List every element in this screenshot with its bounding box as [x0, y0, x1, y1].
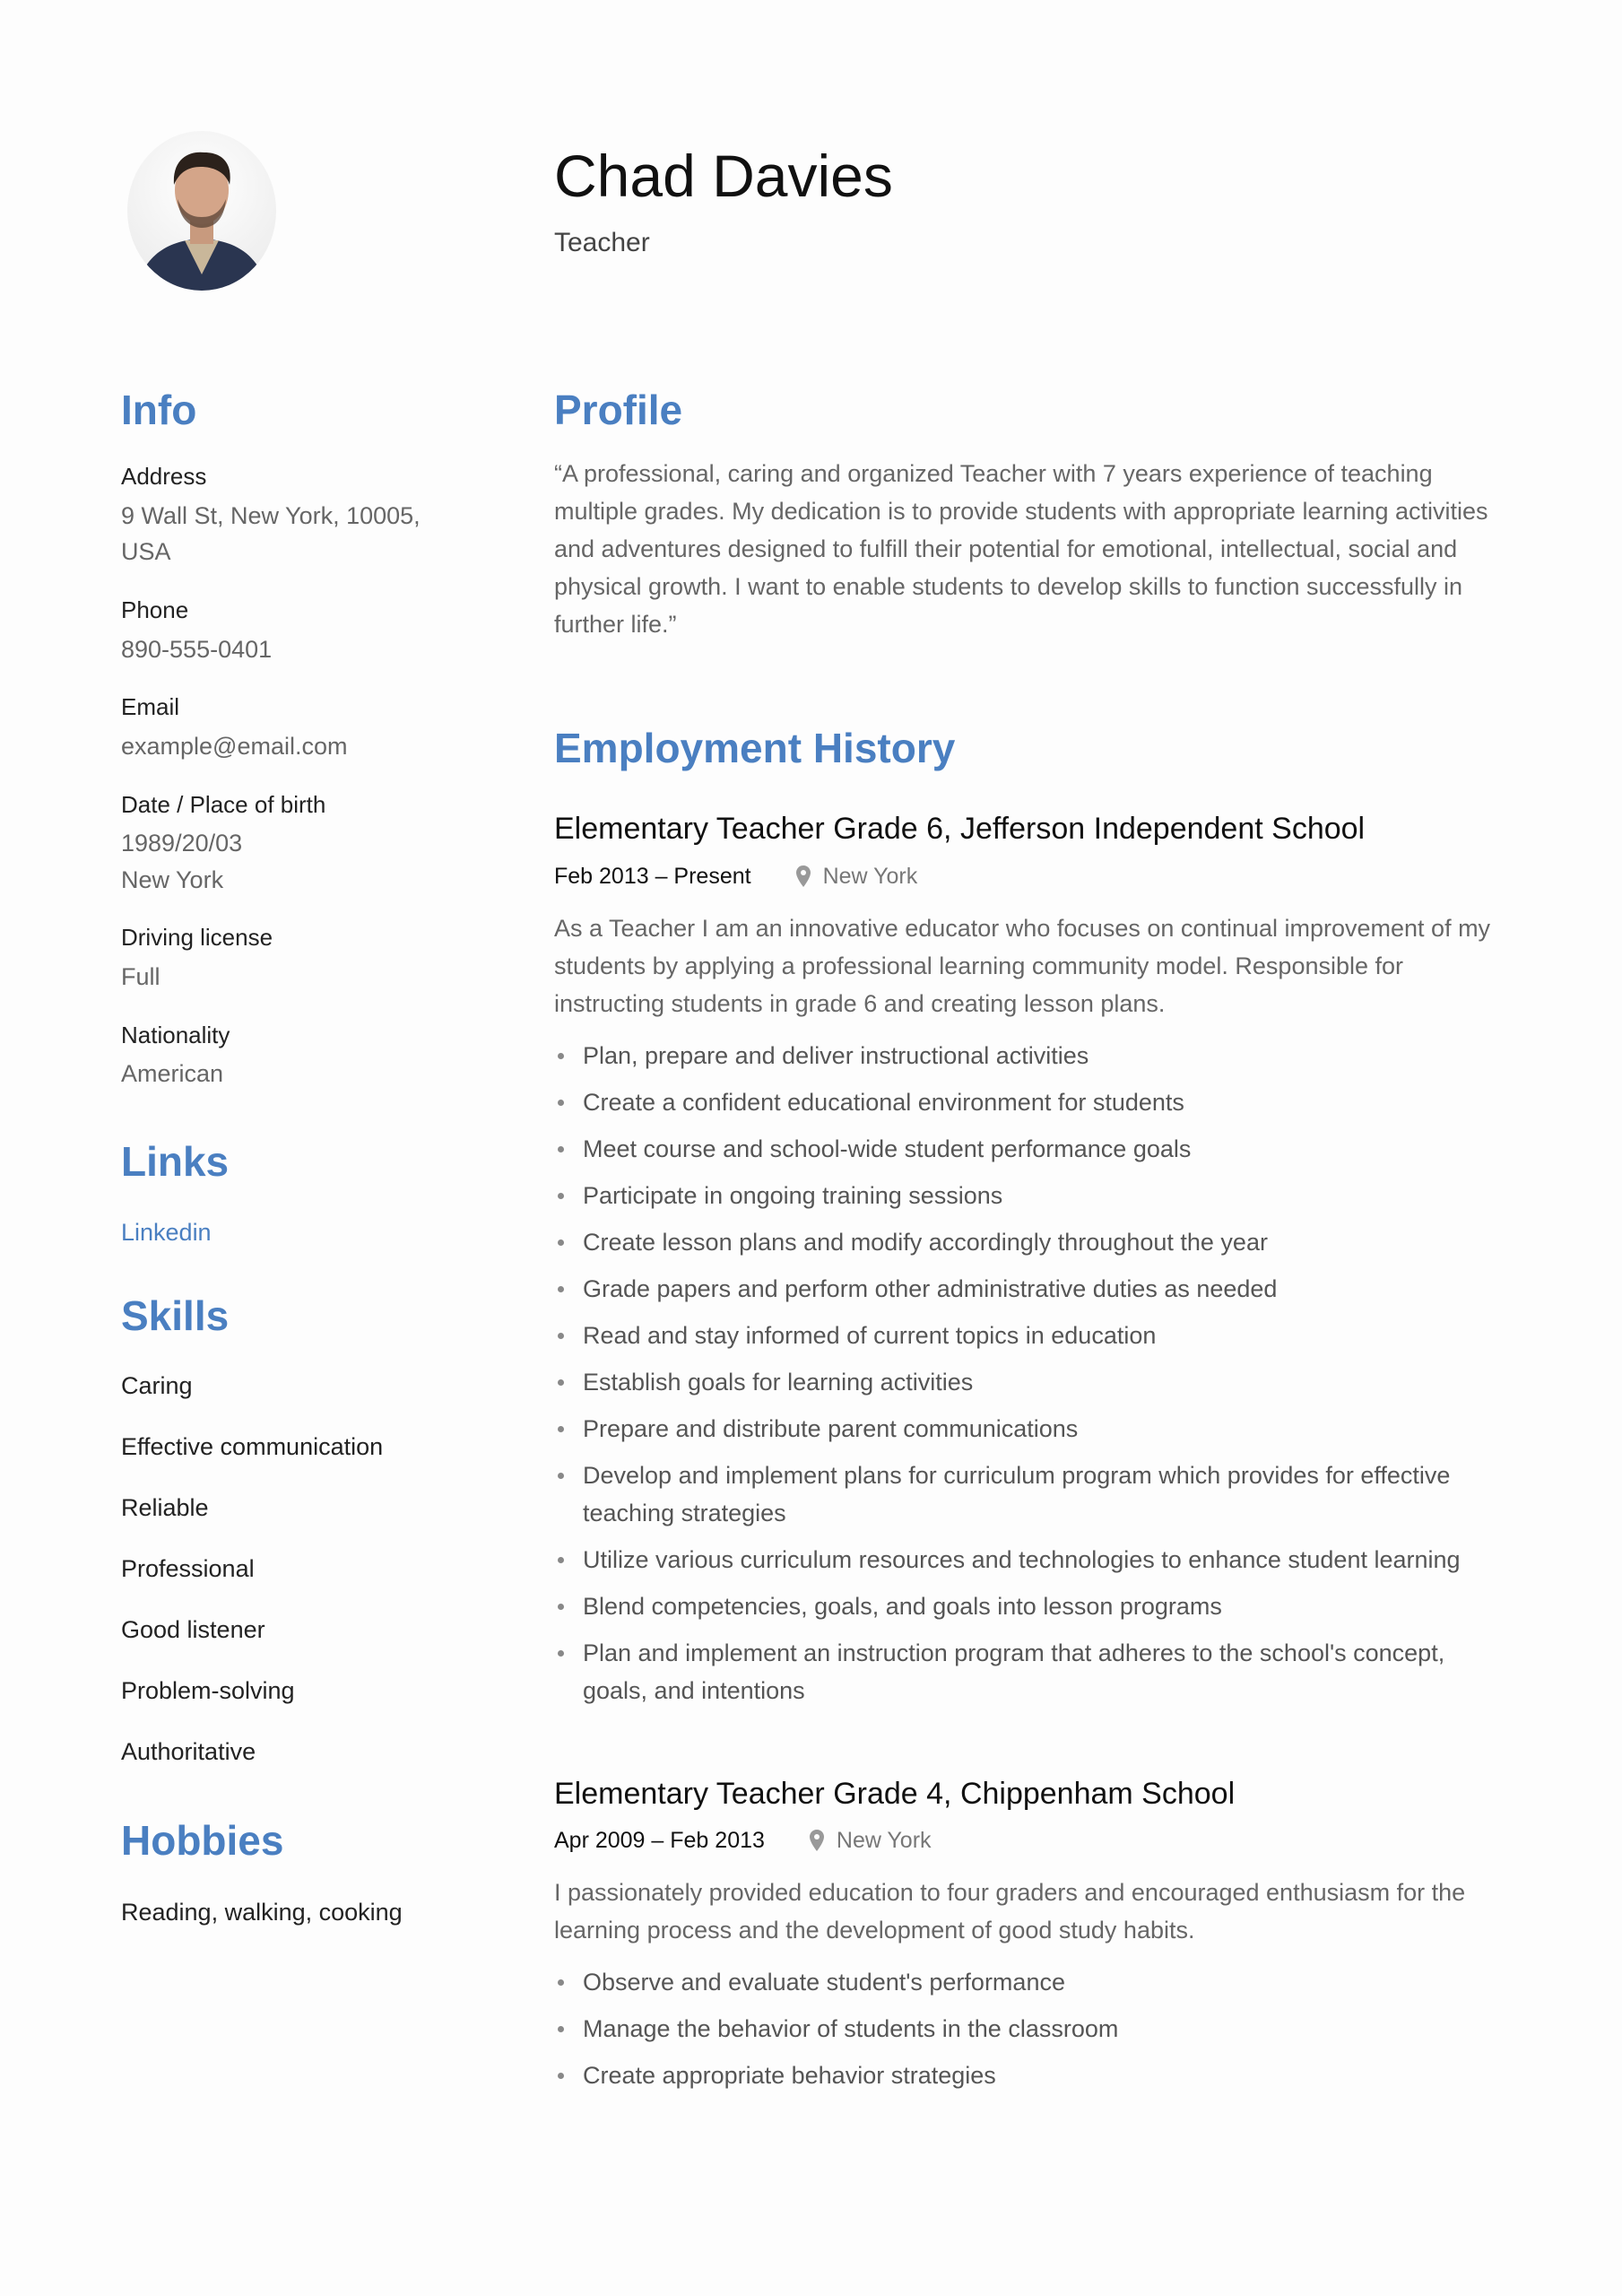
- main-content: [554, 386, 1505, 2103]
- job-dates: Apr 2009 – Feb 2013: [554, 1827, 765, 1853]
- info-value: American: [121, 1060, 224, 1088]
- job-title: Elementary Teacher Grade 6, Jefferson Independent School: [554, 812, 1366, 847]
- info-label: Driving license: [121, 924, 273, 952]
- info-value: 1989/20/03 New York: [121, 830, 243, 893]
- skill-item: Reliable: [121, 1494, 209, 1522]
- info-list: [121, 462, 507, 1092]
- info-value: 890-555-0401: [121, 635, 273, 663]
- job-bullet: Create appropriate behavior strategies: [554, 2057, 1505, 2094]
- info-label: Date / Place of birth: [121, 790, 326, 818]
- skill-item: Problem-solving: [121, 1677, 295, 1705]
- info-label: Phone: [121, 596, 189, 623]
- job-location-text: New York: [836, 1827, 932, 1853]
- info-label: Address: [121, 463, 207, 491]
- hobbies-section: [121, 1816, 507, 1926]
- info-phone: [121, 596, 507, 667]
- job-description: I passionately provided education to four graders and encouraged enthusiasm for the learning process and the development of good study habits.: [554, 1878, 1466, 1944]
- skill-item: Authoritative: [121, 1738, 256, 1766]
- skills-list: [121, 1370, 507, 1796]
- info-value: Full: [121, 963, 160, 991]
- info-address: [121, 462, 507, 570]
- job-bullet: Grade papers and perform other administrative duties as needed: [554, 1270, 1505, 1308]
- skill-item: Professional: [121, 1555, 255, 1583]
- links-heading: Links: [121, 1137, 230, 1185]
- info-value: example@email.com: [121, 733, 348, 761]
- job-bullet: Establish goals for learning activities: [554, 1363, 1505, 1401]
- job-title: Elementary Teacher Grade 4, Chippenham School: [554, 1776, 1236, 1811]
- job-bullet: Plan, prepare and deliver instructional activities: [554, 1037, 1505, 1074]
- job-dates: Feb 2013 – Present: [554, 863, 751, 889]
- linkedin-link[interactable]: Linkedin: [121, 1219, 212, 1247]
- job-bullet: Participate in ongoing training sessions: [554, 1177, 1505, 1214]
- location-pin-icon: [808, 1829, 826, 1852]
- person-avatar-icon: [127, 131, 276, 291]
- job-bullets: [554, 1963, 1505, 2094]
- job-bullet: Blend competencies, goals, and goals into lesson programs: [554, 1587, 1505, 1625]
- location-pin-icon: [794, 865, 812, 888]
- info-label: Nationality: [121, 1021, 230, 1048]
- job-entry: [554, 1774, 1505, 2094]
- job-bullet: Create lesson plans and modify accordingly throughout the year: [554, 1223, 1505, 1261]
- info-email: [121, 692, 507, 764]
- hobbies-heading: Hobbies: [121, 1817, 284, 1865]
- sidebar: [121, 386, 507, 1926]
- info-driving-license: [121, 923, 507, 995]
- skill-item: Caring: [121, 1372, 193, 1400]
- job-bullet: Create a confident educational environment for students: [554, 1083, 1505, 1121]
- job-bullet: Utilize various curriculum resources and technologies to enhance student learning: [554, 1541, 1505, 1578]
- profile-text: “A professional, caring and organized Teacher with 7 years experience of teaching multiple grades. My dedication is to provide students with appropriate learning activities and adventures designed to fulfill their potential for emotional, intellectual, social and physical growth. I want to enable students to develop skills to function successfully in further life.”: [554, 460, 1488, 639]
- candidate-name: Chad Davies: [554, 143, 893, 209]
- job-location-text: New York: [822, 863, 918, 889]
- job-bullet: Develop and implement plans for curriculum program which provides for effective teaching strategies: [554, 1457, 1505, 1532]
- job-bullets: [554, 1037, 1505, 1709]
- job-bullet: Prepare and distribute parent communications: [554, 1410, 1505, 1448]
- skill-item: Effective communication: [121, 1433, 384, 1461]
- skill-item: Good listener: [121, 1616, 265, 1644]
- hobbies-text: Reading, walking, cooking: [121, 1898, 403, 1926]
- info-birth: [121, 790, 507, 899]
- job-bullet: Observe and evaluate student's performance: [554, 1963, 1505, 2001]
- links-section: [121, 1137, 507, 1247]
- job-location: [794, 864, 918, 890]
- job-entry: [554, 809, 1505, 1709]
- info-label: Email: [121, 693, 180, 721]
- skills-heading: Skills: [121, 1292, 230, 1340]
- job-description: As a Teacher I am an innovative educator who focuses on continual improvement of my students by applying a professional learning community model. Responsible for instructing students in grade 6 and creating lesson plans.: [554, 914, 1491, 1017]
- info-nationality: [121, 1021, 507, 1092]
- job-meta: [554, 864, 1505, 890]
- job-bullet: Read and stay informed of current topics in education: [554, 1317, 1505, 1354]
- profile-heading: Profile: [554, 387, 683, 433]
- job-bullet: Plan and implement an instruction program that adheres to the school's concept, goals, and intentions: [554, 1634, 1505, 1709]
- candidate-job-title: Teacher: [554, 228, 650, 257]
- job-meta: [554, 1828, 1505, 1854]
- profile-photo: [127, 131, 276, 291]
- job-bullet: Meet course and school-wide student performance goals: [554, 1130, 1505, 1168]
- info-value: 9 Wall St, New York, 10005, USA: [121, 501, 421, 566]
- employment-heading: Employment History: [554, 725, 956, 772]
- job-location: [808, 1828, 932, 1854]
- job-bullet: Manage the behavior of students in the classroom: [554, 2010, 1505, 2048]
- skills-section: [121, 1292, 507, 1796]
- info-heading: Info: [121, 387, 197, 433]
